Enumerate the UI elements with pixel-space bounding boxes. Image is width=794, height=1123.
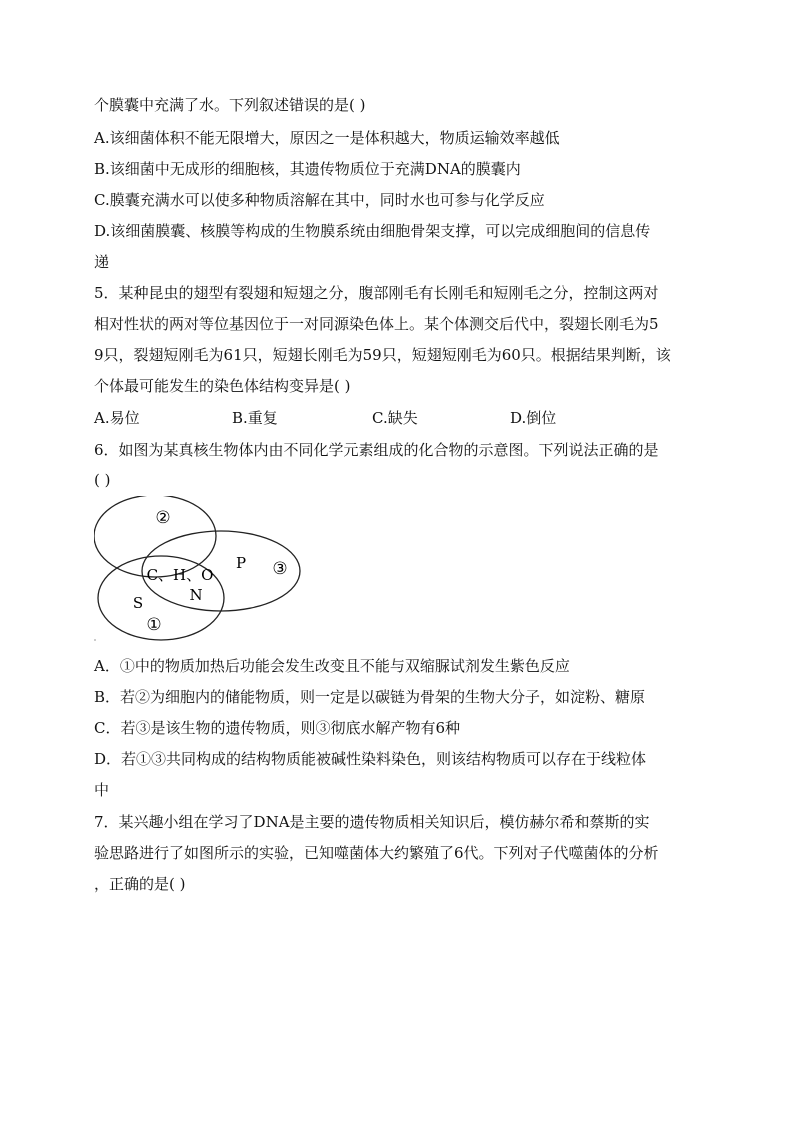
q5-stem-line2: 相对性状的两对等位基因位于一对同源染色体上。某个体测交后代中，裂翅长刚毛为5 — [94, 315, 659, 333]
q4-option-a: A.该细菌体积不能无限增大，原因之一是体积越大，物质运输效率越低 — [94, 129, 560, 147]
q6-stem-line2: ( ) — [94, 471, 111, 489]
venn-label-center: C、H、O — [146, 566, 214, 584]
q5-stem-line3: 9只，裂翅短刚毛为61只，短翅长刚毛为59只，短翅短刚毛为60只。根据结果判断，该 — [94, 346, 671, 364]
q4-option-c: C.膜囊充满水可以使多种物质溶解在其中，同时水也可参与化学反应 — [94, 191, 545, 209]
venn-label-s: S — [132, 594, 144, 612]
venn-label-right: ③ — [272, 559, 288, 579]
q7-stem-line2: 验思路进行了如图所示的实验，已知噬菌体大约繁殖了6代。下列对子代噬菌体的分析 — [94, 844, 659, 862]
q4-stem-tail: 个膜囊中充满了水。下列叙述错误的是( ) — [94, 96, 366, 114]
venn-label-n: N — [189, 586, 203, 604]
q5-option-c: C.缺失 — [372, 409, 418, 427]
q6-option-a: A．①中的物质加热后功能会发生改变且不能与双缩脲试剂发生紫色反应 — [94, 657, 570, 675]
q5-option-a: A.易位 — [94, 409, 140, 427]
q4-option-b: B.该细菌中无成形的细胞核，其遗传物质位于充满DNA的膜囊内 — [94, 160, 521, 178]
q7-stem-line1: 7．某兴趣小组在学习了DNA是主要的遗传物质相关知识后，模仿赫尔希和蔡斯的实 — [94, 813, 650, 831]
q7-stem-line3: ，正确的是( ) — [94, 875, 186, 893]
q6-option-b: B．若②为细胞内的储能物质，则一定是以碳链为骨架的生物大分子，如淀粉、糖原 — [94, 688, 646, 706]
venn-label-bottom: ① — [146, 615, 162, 635]
q4-option-d-line1: D.该细菌膜囊、核膜等构成的生物膜系统由细胞骨架支撑，可以完成细胞间的信息传 — [94, 222, 651, 240]
q5-stem-line1: 5．某种昆虫的翅型有裂翅和短翅之分，腹部刚毛有长刚毛和短刚毛之分，控制这两对 — [94, 284, 659, 302]
venn-diagram — [94, 496, 306, 644]
q4-option-d-line2: 递 — [94, 253, 110, 271]
venn-label-p: P — [235, 554, 247, 572]
q6-stem-line1: 6．如图为某真核生物体内由不同化学元素组成的化合物的示意图。下列说法正确的是 — [94, 441, 659, 459]
q6-option-d-line2: 中 — [94, 781, 110, 799]
venn-label-top: ② — [155, 508, 171, 528]
q5-option-b: B.重复 — [232, 409, 278, 427]
q6-option-d-line1: D．若①③共同构成的结构物质能被碱性染料染色，则该结构物质可以存在于线粒体 — [94, 750, 647, 768]
q5-option-d: D.倒位 — [510, 409, 557, 427]
q5-stem-line4: 个体最可能发生的染色体结构变异是( ) — [94, 377, 351, 395]
q6-option-c: C．若③是该生物的遗传物质，则③彻底水解产物有6种 — [94, 719, 461, 737]
